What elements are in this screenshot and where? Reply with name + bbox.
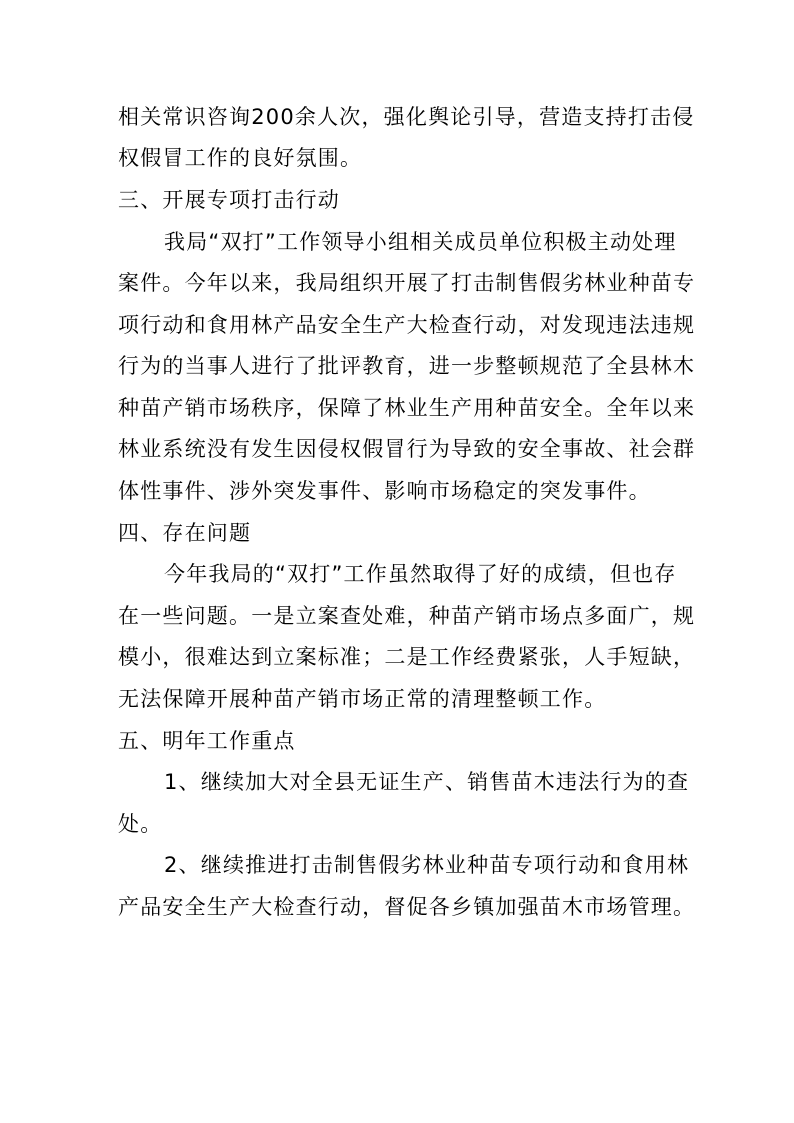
paragraph-line: 林业系统没有发生因侵权假冒行为导致的安全事故、社会群	[118, 437, 696, 461]
paragraph-line: 权假冒工作的良好氛围。	[118, 146, 363, 170]
paragraph-line: 相关常识咨询200余人次，强化舆论引导，营造支持打击侵	[118, 105, 695, 129]
paragraph-line: 我局“双打”工作领导小组相关成员单位积极主动处理	[164, 230, 677, 254]
section-heading: 五、明年工作重点	[118, 729, 296, 753]
section-heading: 三、开展专项打击行动	[118, 188, 340, 212]
paragraph-line: 产品安全生产大检查行动，督促各乡镇加强苗木市场管理。	[118, 895, 696, 919]
paragraph-line: 2、继续推进打击制售假劣林业种苗专项行动和食用林	[164, 853, 690, 877]
paragraph-line: 行为的当事人进行了批评教育，进一步整顿规范了全县林木	[118, 354, 696, 378]
paragraph-line: 无法保障开展种苗产销市场正常的清理整顿工作。	[118, 687, 607, 711]
paragraph-line: 项行动和食用林产品安全生产大检查行动，对发现违法违规	[118, 313, 696, 337]
paragraph-line: 案件。今年以来，我局组织开展了打击制售假劣林业种苗专	[118, 271, 696, 295]
paragraph-line: 体性事件、涉外突发事件、影响市场稳定的突发事件。	[118, 479, 651, 503]
paragraph-line: 种苗产销市场秩序，保障了林业生产用种苗安全。全年以来	[118, 396, 696, 420]
paragraph-line: 模小，很难达到立案标准；二是工作经费紧张，人手短缺，	[118, 645, 696, 669]
paragraph-line: 1、继续加大对全县无证生产、销售苗木违法行为的查	[164, 770, 690, 794]
paragraph-line: 在一些问题。一是立案查处难，种苗产销市场点多面广，规	[118, 604, 696, 628]
section-heading: 四、存在问题	[118, 521, 252, 545]
paragraph-line: 处。	[118, 812, 163, 836]
paragraph-line: 今年我局的“双打”工作虽然取得了好的成绩，但也存	[164, 562, 677, 586]
